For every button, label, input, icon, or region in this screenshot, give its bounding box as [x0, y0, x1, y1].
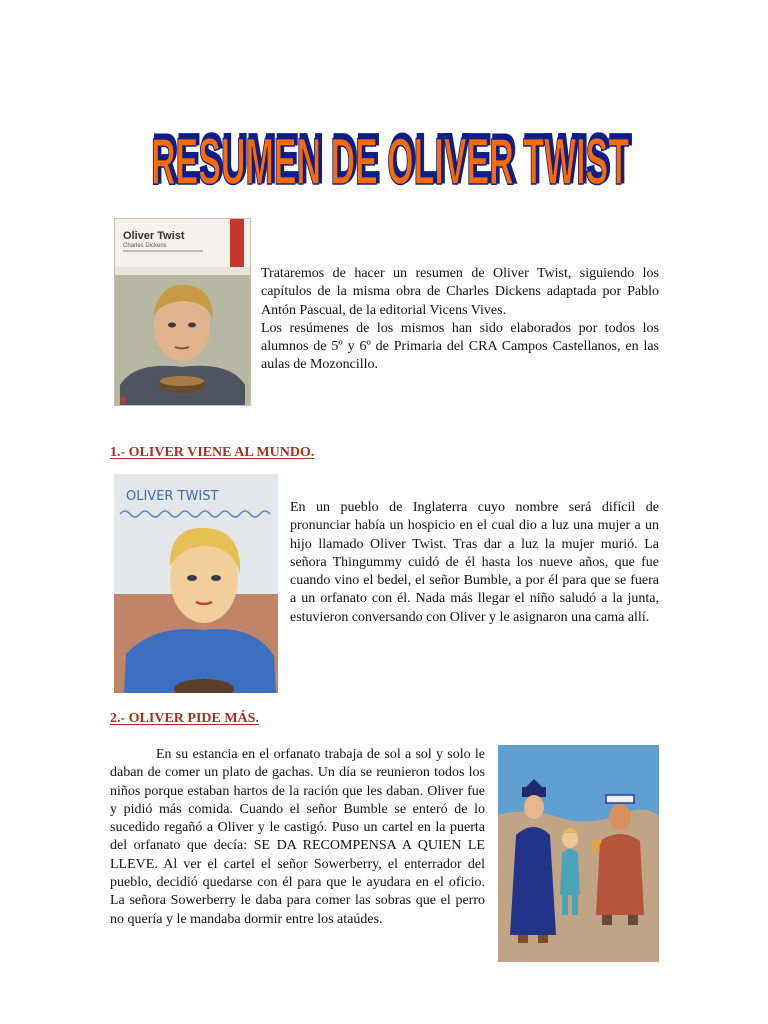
title-shadow: RESUMEN DE OLIVER TWIST — [153, 121, 631, 195]
cover-band — [115, 267, 250, 275]
cover-subtitle-line — [123, 250, 203, 252]
section-1-text: En un pueblo de Inglaterra cuyo nombre será difícil de pronunciar había un hospicio en el cual dio a luz una mujer a un hijo llamado Oliver Twist. Tras dar a luz la mujer murió. La señora Thingummy cuidó de él hasta los nueve años, que fue cuando vino el bedel, el señor Bumble, a por él para que se fuera a un orfanato con él. Nada más llegar el niño saludó a la junta, estuvieron conversando con Oliver y le asignaron una cama allí. — [290, 500, 659, 625]
drawing-caption: OLIVER TWIST — [126, 489, 219, 504]
cover-author: Charles Dickens — [123, 243, 167, 249]
section-1-drawing — [114, 474, 278, 693]
intro-text-block — [261, 265, 659, 375]
section-2-heading: 2.- OLIVER PIDE MÁS. — [110, 711, 259, 726]
oliver-portrait-illustration — [114, 474, 278, 693]
cover-boy-illustration — [115, 275, 250, 405]
section-2-drawing — [498, 745, 659, 962]
page-title-wordart — [140, 112, 640, 202]
book-cover-image — [115, 219, 250, 405]
bumble-sowerberry-illustration — [498, 745, 659, 962]
section-2-text: En su estancia en el orfanato trabaja de sol a sol y solo le daban de comer un plato de gachas. Un día se reunieron todos los niños porque estaban hartos de la ración que les daban. Oliver fue y pidió más comida. Cuando el señor Bumble se enteró de lo sucedido regañó a Oliver y le castigó. Puso un cartel en la puerta del orfanato que decía: SE DA RECOMPENSA A QUIEN LE LLEVE. Al ver el cartel el señor Sowerberry, el enterrador del pueblo, decidió quedarse con él para que le ayudara en el oficio. La señora Sowerberry le daba para comer las sobras que el perro no quería y le mandaba dormir entre los ataúdes. — [110, 747, 485, 927]
cover-spine-label — [230, 219, 244, 267]
page-title: RESUMEN DE OLIVER TWIST — [151, 124, 629, 198]
intro-paragraph-2: Los resúmenes de los mismos han sido elaborados por todos los alumnos de 5º y 6º de Primaria del CRA Campos Castellanos, en las aulas de Mozoncillo. — [261, 320, 659, 373]
intro-paragraph-1: Trataremos de hacer un resumen de Oliver Twist, siguiendo los capítulos de la misma obra de Charles Dickens adaptada por Pablo Antón Pascual, de la editorial Vicens Vives. — [261, 266, 659, 318]
cover-title: Oliver Twist — [123, 230, 185, 242]
section-1-heading: 1.- OLIVER VIENE AL MUNDO. — [110, 445, 315, 460]
